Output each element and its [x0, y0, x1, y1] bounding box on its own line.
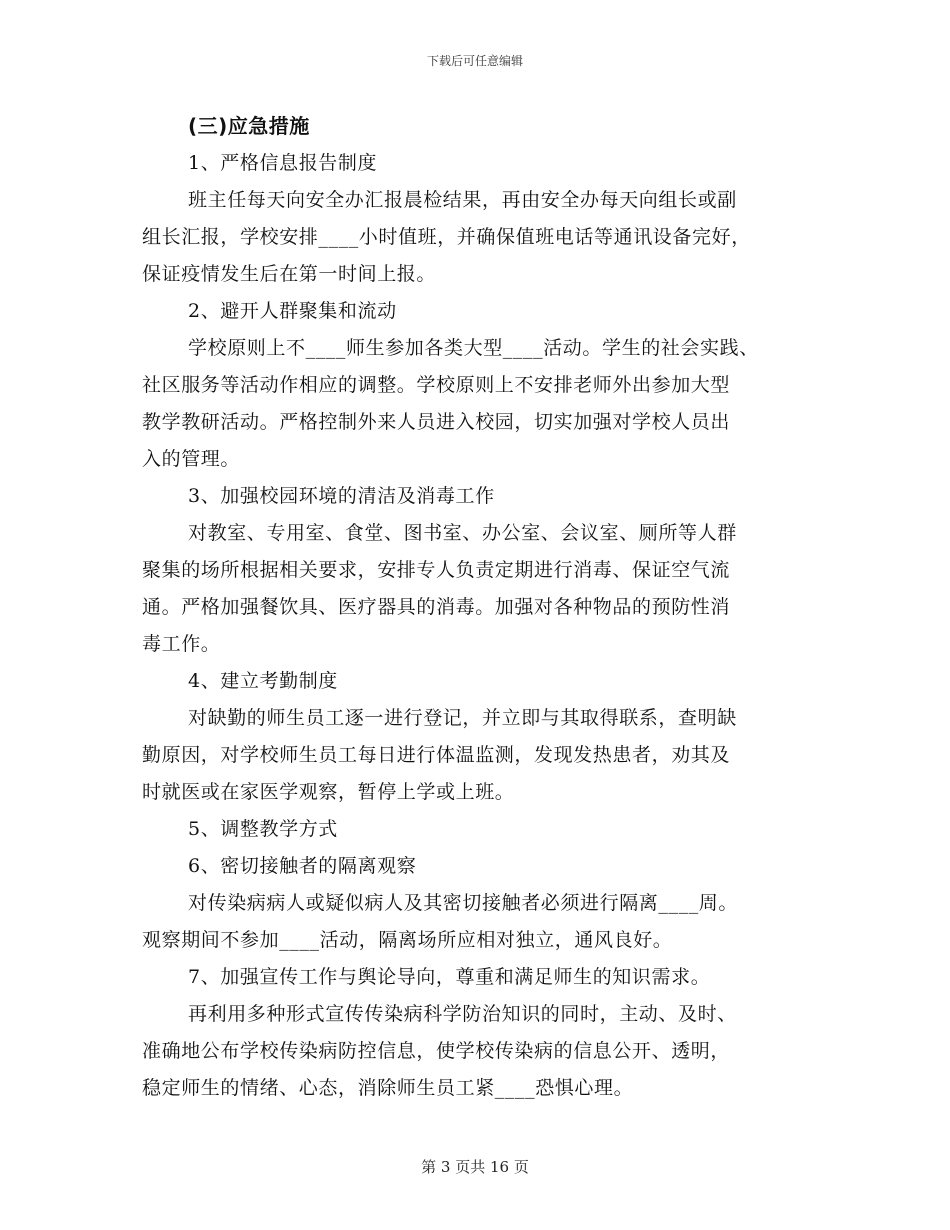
paragraph-line: 再利用多种形式宣传传染病科学防治知识的同时，主动、及时、	[188, 1003, 737, 1025]
heading-3: 3、加强校园环境的清洁及消毒工作	[188, 485, 495, 507]
paragraph-line: 聚集的场所根据相关要求，安排专人负责定期进行消毒、保证空气流	[142, 559, 731, 581]
paragraph-line: 班主任每天向安全办汇报晨检结果，再由安全办每天向组长或副	[188, 189, 737, 211]
paragraph-line: 稳定师生的情绪、心态，消除师生员工紧____恐惧心理。	[142, 1077, 634, 1099]
paragraph-line: 保证疫情发生后在第一时间上报。	[142, 263, 437, 285]
paragraph-line: 准确地公布学校传染病防控信息，使学校传染病的信息公开、透明，	[142, 1040, 731, 1062]
paragraph-line: 组长汇报，学校安排____小时值班，并确保值班电话等通讯设备完好，	[142, 226, 751, 248]
paragraph-line: 勤原因，对学校师生员工每日进行体温监测，发现发热患者，劝其及	[142, 744, 731, 766]
paragraph-line: 对缺勤的师生员工逐一进行登记，并立即与其取得联系，查明缺	[188, 707, 737, 729]
paragraph-line: 社区服务等活动作相应的调整。学校原则上不安排老师外出参加大型	[142, 374, 731, 396]
paragraph-line: 通。严格加强餐饮具、医疗器具的消毒。加强对各种物品的预防性消	[142, 596, 731, 618]
heading-5: 5、调整教学方式	[188, 818, 338, 840]
heading-2: 2、避开人群聚集和流动	[188, 300, 397, 322]
paragraph-line: 时就医或在家医学观察，暂停上学或上班。	[142, 781, 515, 803]
page-footer: 第 3 页共 16 页	[421, 1158, 529, 1176]
paragraph-line: 对传染病病人或疑似病人及其密切接触者必须进行隔离____周。	[188, 892, 739, 914]
document-body	[142, 108, 812, 1107]
heading-6: 6、密切接触者的隔离观察	[188, 855, 417, 877]
paragraph-line: 毒工作。	[142, 633, 221, 655]
paragraph-line: 入的管理。	[142, 448, 241, 470]
paragraph-line: 观察期间不参加____活动，隔离场所应相对独立，通风良好。	[142, 929, 673, 951]
section-title: (三)应急措施	[188, 114, 310, 138]
heading-1: 1、严格信息报告制度	[188, 152, 378, 174]
paragraph-line: 教学教研活动。严格控制外来人员进入校园，切实加强对学校人员出	[142, 411, 731, 433]
paragraph-line: 对教室、专用室、食堂、图书室、办公室、会议室、厕所等人群	[188, 522, 737, 544]
heading-7: 7、加强宣传工作与舆论导向，尊重和满足师生的知识需求。	[188, 966, 711, 988]
paragraph-line: 学校原则上不____师生参加各类大型____活动。学生的社会实践、	[188, 337, 759, 359]
page-header: 下载后可任意编辑	[426, 54, 523, 68]
heading-4: 4、建立考勤制度	[188, 670, 338, 692]
